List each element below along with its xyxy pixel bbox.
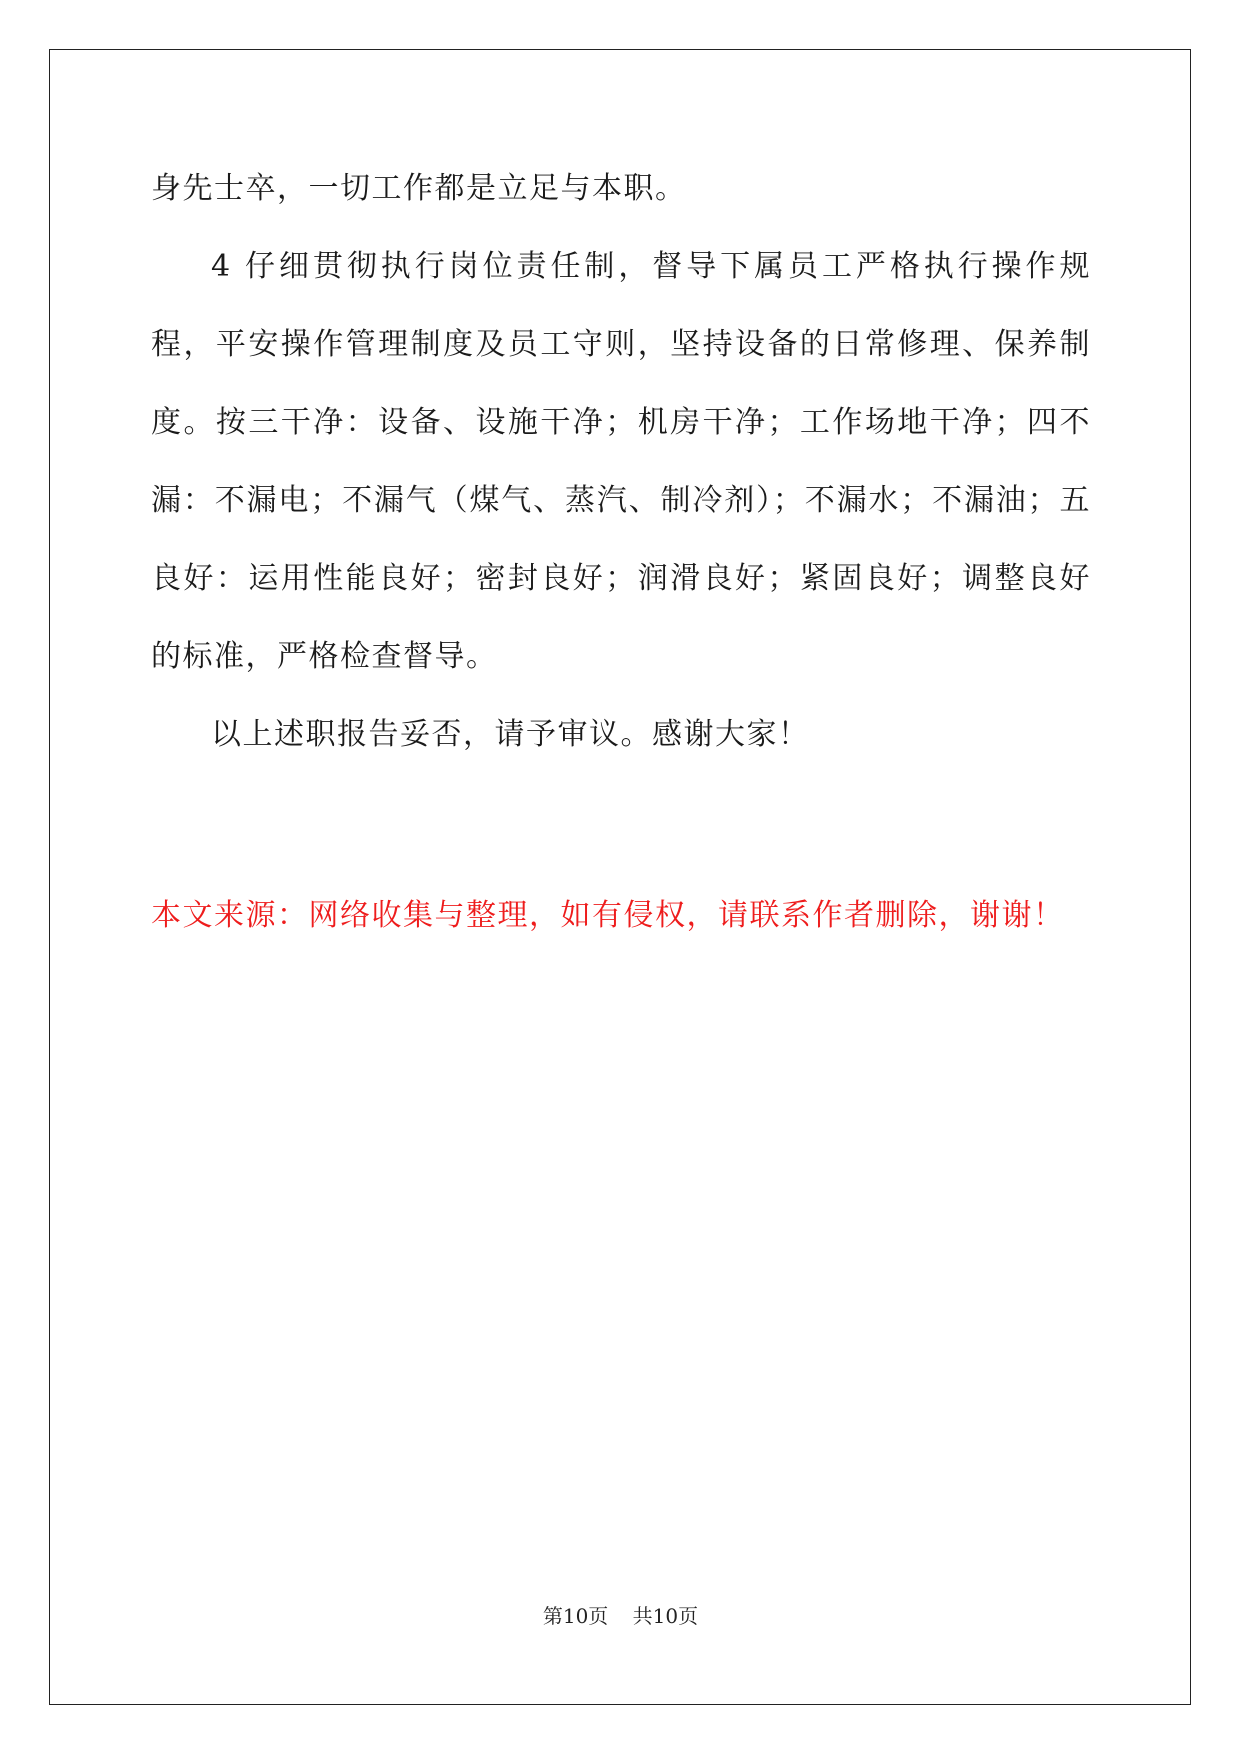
document-body <box>151 150 1091 774</box>
page-total: 共10页 <box>632 1604 699 1628</box>
paragraph-item-4: 4 仔细贯彻执行岗位责任制，督导下属员工严格执行操作规程，平安操作管理制度及员工守则，坚持设备的日常修理、保养制度。按三干净：设备、设施干净；机房干净；工作场地干净；四不漏：不漏电；不漏气（煤气、蒸汽、制冷剂）；不漏水；不漏油；五良好：运用性能良好；密封良好；润滑良好；紧固良好；调整良好的标准，严格检查督导。 <box>151 249 1091 674</box>
page-number: 第10页 <box>542 1604 609 1628</box>
paragraph-closing: 以上述职报告妥否，请予审议。感谢大家！ <box>211 717 810 752</box>
paragraph-continuation: 身先士卒，一切工作都是立足与本职。 <box>151 171 687 206</box>
page-footer <box>0 1600 1241 1629</box>
source-disclaimer: 本文来源：网络收集与整理，如有侵权，请联系作者删除，谢谢！ <box>151 898 1065 933</box>
